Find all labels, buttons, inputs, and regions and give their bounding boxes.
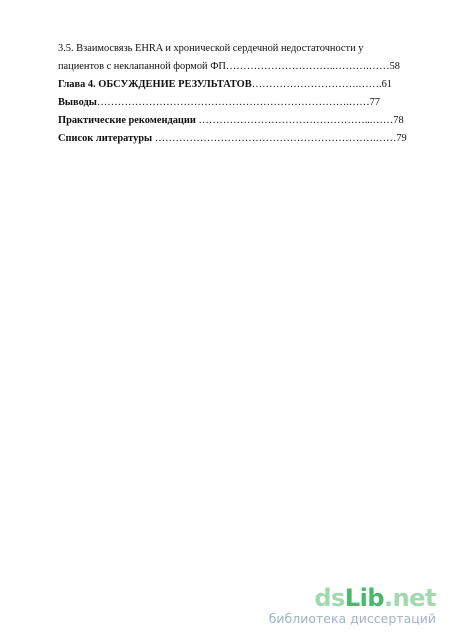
toc-entry-chapter-4 bbox=[58, 76, 416, 94]
watermark-subtitle: библиотека диссертаций bbox=[268, 611, 436, 626]
toc-entry-references bbox=[58, 130, 416, 148]
logo-lib: Lib bbox=[344, 584, 385, 612]
toc-entry-recommendations bbox=[58, 112, 416, 130]
table-of-contents bbox=[58, 40, 416, 148]
toc-recommendations-title: Практические рекомендации bbox=[58, 115, 196, 126]
toc-chapter-4-title: Глава 4. ОБСУЖДЕНИЕ РЕЗУЛЬТАТОВ bbox=[58, 79, 252, 90]
toc-references-page: ……………………………………………………….……79 bbox=[152, 133, 407, 144]
toc-chapter-4-page: ………………………….…….61 bbox=[251, 79, 392, 90]
toc-entry-conclusions bbox=[58, 94, 416, 112]
toc-conclusions-title: Выводы bbox=[58, 97, 97, 108]
toc-entry-3-5-line-2: пациентов с неклапанной формой ФП…………………………..……….……58 bbox=[58, 61, 400, 72]
toc-recommendations-page: …………………………………………...……78 bbox=[195, 115, 404, 126]
toc-conclusions-page: ……………………………………………………………….……77 bbox=[96, 97, 381, 108]
logo-ds: ds bbox=[314, 584, 345, 612]
toc-entry-3-5-line-1: 3.5. Взаимосвязь EHRA и хронической сердечной недостаточности у bbox=[58, 43, 364, 54]
dslib-watermark bbox=[269, 586, 436, 627]
toc-references-title: Список литературы bbox=[58, 133, 153, 144]
logo-net: .net bbox=[384, 584, 436, 612]
dslib-logo bbox=[269, 586, 436, 610]
